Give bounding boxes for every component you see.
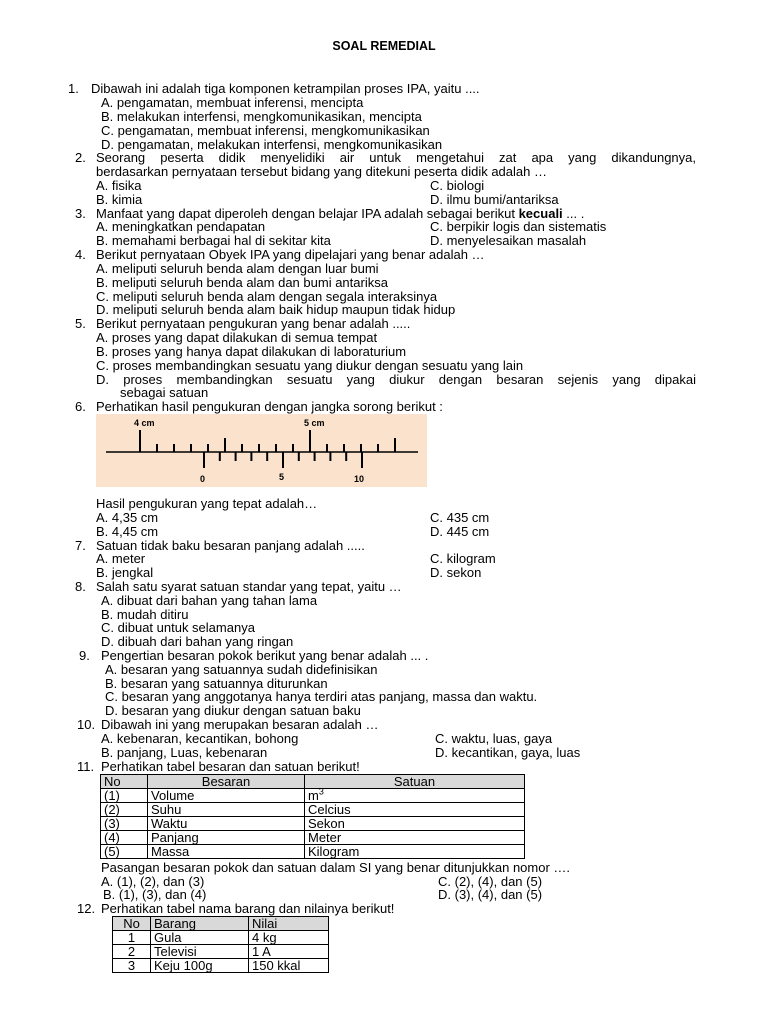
question-5-option-b: B. proses yang hanya dapat dilakukan di laboraturium [96,344,407,359]
question-9-option-a: A. besaran yang satuannya sudah didefinisikan [105,662,378,677]
header-no: No [101,775,148,789]
question-6-number: 6. [75,399,86,414]
question-9-option-c: C. besaran yang anggotanya hanya terdiri atas panjang, massa dan waktu. [105,689,538,704]
question-2-number: 2. [75,150,86,165]
question-5-option-d-line1: D. proses membandingkan sesuatu yang diukur dengan besaran sejenis yang dipakai [96,372,696,387]
table-cell: $m^3$ [305,789,525,803]
question-5-option-a: A. proses yang dapat dilakukan di semua tempat [96,330,378,345]
header-nilai: Nilai [249,917,329,931]
question-1-option-a: A. pengamatan, membuat inferensi, mencipta [101,95,364,110]
vernier-caliper-diagram [96,414,427,487]
question-11-option-c: C. (2), (4), dan (5) [438,874,543,889]
question-3-option-b: B. memahami berbagai hal di sekitar kita [96,233,331,248]
table-cell: Sekon [305,817,525,831]
table-row [113,945,329,959]
question-7-option-b: B. jengkal [96,565,154,580]
table-cell: Waktu [148,817,305,831]
question-4-number: 4. [75,247,86,262]
question-10-text: Dibawah ini yang merupakan besaran adalah … [101,717,379,732]
question-6-text: Perhatikan hasil pengukuran dengan jangka sorong berikut : [96,399,443,414]
question-5-number: 5. [75,316,86,331]
table-row [113,931,329,945]
question-6-option-c: C. 435 cm [430,510,490,525]
table-cell: (4) [101,831,148,845]
table-row [101,845,525,859]
table-row [101,817,525,831]
table-row [101,789,525,803]
question-1-option-d: D. pengamatan, melakukan interfensi, mengkomunikasikan [101,137,443,152]
question-7-number: 7. [75,538,86,553]
question-8-option-b: B. mudah ditiru [101,607,189,622]
question-3-option-a: A. meningkatkan pendapatan [96,219,266,234]
question-1-option-c: C. pengamatan, membuat inferensi, mengkomunikasikan [101,123,430,138]
question-4-option-b: B. meliputi seluruh benda alam dan bumi antariksa [96,275,388,290]
question-7-text: Satuan tidak baku besaran panjang adalah ..... [96,538,365,553]
question-9-number: 9. [79,648,90,663]
table-cell: Televisi [151,945,249,959]
question-5-option-d-line2: sebagai satuan [120,385,209,400]
question-10-option-d: D. kecantikan, gaya, luas [435,745,581,760]
table-header-row [101,775,525,789]
question-2-option-d: D. ilmu bumi/antariksa [430,192,559,207]
question-1-number: 1. [68,81,79,96]
header-barang: Barang [151,917,249,931]
question-11-option-a: A. (1), (2), dan (3) [101,874,205,889]
question-6-option-d: D. 445 cm [430,524,490,539]
question-4-text: Berikut pernyataan Obyek IPA yang dipelajari yang benar adalah … [96,247,485,262]
table-cell: Keju 100g [151,959,249,973]
table-row [101,831,525,845]
question-4-option-a: A. meliputi seluruh benda alam dengan luar bumi [96,261,379,276]
table-cell: Kilogram [305,845,525,859]
question-7-option-a: A. meter [96,551,146,566]
question-8-number: 8. [75,579,86,594]
question-2-option-c: C. biologi [430,178,485,193]
question-10-number: 10. [77,717,96,732]
question-2-text-line2: berdasarkan pernyataan tersebut bidang yang ditekuni peserta didik adalah … [96,164,547,179]
header-satuan: Satuan [305,775,525,789]
vernier-caliper-figure [96,414,427,487]
table-cell: Gula [151,931,249,945]
question-10-option-b: B. panjang, Luas, kebenaran [101,745,268,760]
question-5-text: Berikut pernyataan pengukuran yang benar adalah ..... [96,316,411,331]
question-11-text: Perhatikan tabel besaran dan satuan berikut! [101,759,360,774]
question-10-option-a: A. kebenaran, kecantikan, bohong [101,731,299,746]
table-cell: (1) [101,789,148,803]
table-cell: Celcius [305,803,525,817]
question-2-text-line1: Seorang peserta didik menyelidiki air untuk mengetahui zat apa yang dikandungnya, [96,150,696,165]
table-cell: Suhu [148,803,305,817]
question-11-number: 11. [77,759,95,774]
table-cell: (2) [101,803,148,817]
question-7-option-c: C. kilogram [430,551,496,566]
main-scale-label-5cm: 5 cm [304,418,325,428]
document-title: SOAL REMEDIAL [332,39,436,53]
table-cell: 2 [113,945,151,959]
question-11-question: Pasangan besaran pokok dan satuan dalam SI yang benar ditunjukkan nomor …. [101,860,571,875]
vernier-label-10: 10 [354,474,365,484]
question-6-question: Hasil pengukuran yang tepat adalah… [96,496,318,511]
question-8-option-d: D. dibuah dari bahan yang ringan [101,634,294,649]
question-7-option-d: D. sekon [430,565,482,580]
question-8-option-a: A. dibuat dari bahan yang tahan lama [101,593,318,608]
question-9-option-d: D. besaran yang diukur dengan satuan baku [105,703,361,718]
question-12-text: Perhatikan tabel nama barang dan nilainya berikut! [101,901,395,916]
table-cell: 1 [113,931,151,945]
table-header-row [113,917,329,931]
vernier-label-5: 5 [279,472,285,482]
table-cell: 1 A [249,945,329,959]
main-scale-label-4cm: 4 cm [134,418,155,428]
table-cell: Massa [148,845,305,859]
question-1-text: Dibawah ini adalah tiga komponen ketrampilan proses IPA, yaitu .... [91,81,480,96]
question-3-option-d: D. menyelesaikan masalah [430,233,587,248]
header-no: No [113,917,151,931]
question-3-option-c: C. berpikir logis dan sistematis [430,219,607,234]
question-3-text: Manfaat yang dapat diperoleh dengan belajar IPA adalah sebagai berikut kecuali ... . [96,206,585,221]
table-row [113,959,329,973]
question-5-option-c: C. proses membandingkan sesuatu yang diukur dengan sesuatu yang lain [96,358,524,373]
question-11-option-b: B. (1), (3), dan (4) [103,887,207,902]
question-9-text: Pengertian besaran pokok berikut yang benar adalah ... . [101,648,429,663]
table-cell: Panjang [148,831,305,845]
header-besaran: Besaran [148,775,305,789]
vernier-scale-ticks [204,452,362,468]
question-2-option-a: A. fisika [96,178,142,193]
question-4-option-d: D. meliputi seluruh benda alam baik hidup maupun tidak hidup [96,302,456,317]
table-cell: (3) [101,817,148,831]
question-10-option-c: C. waktu, luas, gaya [435,731,553,746]
question-3-number: 3. [75,206,86,221]
table-cell: 3 [113,959,151,973]
question-8-option-c: C. dibuat untuk selamanya [101,620,255,635]
question-12-number: 12. [77,901,96,916]
table-cell: 150 kkal [249,959,329,973]
question-1-option-b: B. melakukan interfensi, mengkomunikasikan, mencipta [101,109,422,124]
question-2-option-b: B. kimia [96,192,143,207]
question-6-option-a: A. 4,35 cm [96,510,159,525]
quantities-units-table [100,774,525,859]
main-scale-ticks [140,430,395,452]
question-11-option-d: D. (3), (4), dan (5) [438,887,543,902]
question-9-option-b: B. besaran yang satuannya diturunkan [105,676,328,691]
question-4-option-c: C. meliputi seluruh benda alam dengan segala interaksinya [96,289,438,304]
vernier-label-0: 0 [200,474,206,484]
table-cell: Volume [148,789,305,803]
question-8-text: Salah satu syarat satuan standar yang tepat, yaitu … [96,579,402,594]
goods-values-table [112,916,329,973]
table-cell: Meter [305,831,525,845]
table-cell: (5) [101,845,148,859]
question-6-option-b: B. 4,45 cm [96,524,159,539]
table-row [101,803,525,817]
question-3-keyword: kecuali [518,206,563,221]
table-cell: 4 kg [249,931,329,945]
